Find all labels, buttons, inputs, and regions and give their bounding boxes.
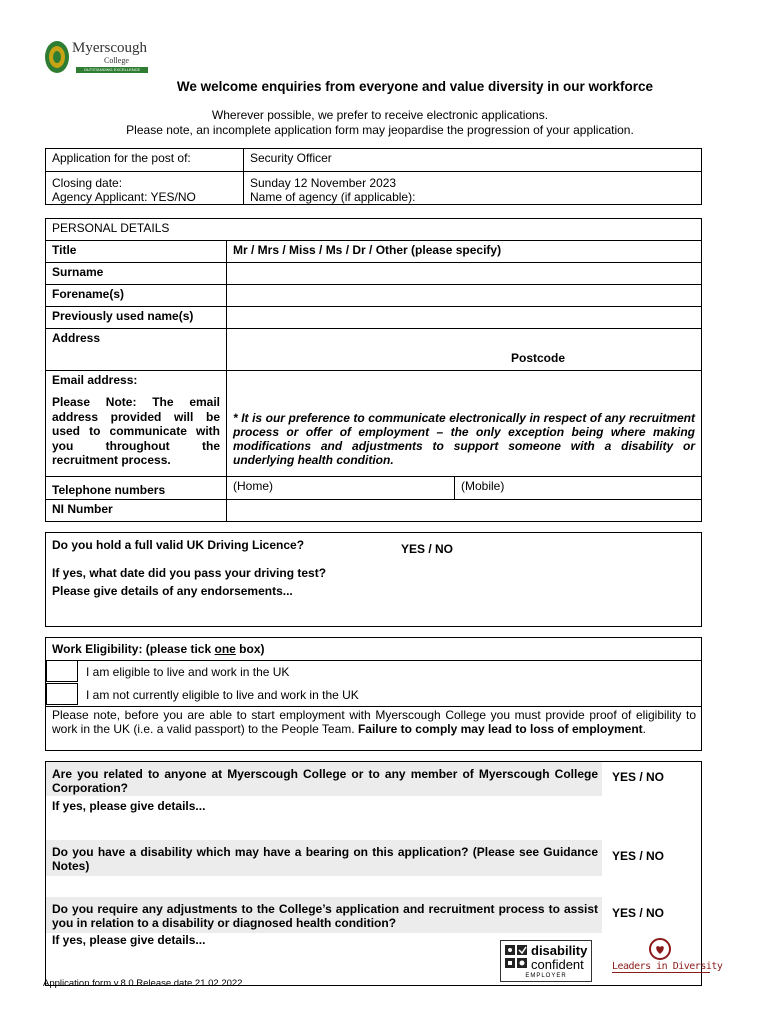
mobile-phone-field[interactable]: (Mobile) [455,477,702,500]
dc-symbols-icon [505,945,527,969]
personal-section-title: PERSONAL DETAILS [46,219,702,241]
lid-text: Leaders in Diversity [612,961,723,972]
related-question: Are you related to anyone at Myerscough College or to any member of Myerscough College Corporation? [52,767,598,795]
previous-name-field[interactable] [227,307,702,329]
dc-line2: confident [531,957,584,972]
closing-value[interactable]: Sunday 12 November 2023 [244,172,702,191]
email-preference-note: * It is our preference to communicate electronically in respect of any recruitment process or offer of employment – the only exception being where making modifications and adjustments to support someone with a disability or underlying health condition. [233,411,695,467]
disability-question: Do you have a disability which may have a bearing on this application? (Please see Guidance Notes) [52,845,598,873]
intro-line-1: Wherever possible, we prefer to receive electronic applications. [211,108,549,122]
disability-answer[interactable]: YES / NO [612,849,665,863]
postcode-label: Postcode [511,351,566,365]
work-eligibility-note: Please note, before you are able to start employment with Myerscough College you must provide proof of eligibility to work in the UK (i.e. a valid passport) to the People Team. Failure to comply may lead to loss of employment. [52,708,696,736]
forename-label: Forename(s) [46,285,227,307]
title-options[interactable]: Mr / Mrs / Miss / Ms / Dr / Other (please specify) [227,241,702,263]
agency-label[interactable]: Agency Applicant: YES/NO [46,190,244,205]
title-label: Title [46,241,227,263]
ni-label: NI Number [46,500,227,522]
address-field[interactable] [227,329,702,371]
post-label: Application for the post of: [46,149,244,172]
email-label-cell [46,371,227,477]
work-eligibility-section [45,637,702,751]
agency-name-label[interactable]: Name of agency (if applicable): [244,190,702,205]
eligible-option-label: I am eligible to live and work in the UK [86,665,290,679]
email-label: Email address: [52,373,138,387]
post-value[interactable]: Security Officer [244,149,702,172]
closing-label: Closing date: [46,172,244,191]
disability-confident-badge [500,940,592,982]
work-title: Work Eligibility: (please tick one box) [52,642,265,656]
personal-details-table [45,218,702,522]
leaders-in-diversity-badge [612,938,723,976]
surname-label: Surname [46,263,227,285]
driving-question: Do you hold a full valid UK Driving Licence? [52,538,305,552]
logo-subname: College [104,56,129,65]
related-answer[interactable]: YES / NO [612,770,665,784]
driving-answer[interactable]: YES / NO [401,542,454,556]
driving-date-question: If yes, what date did you pass your driving test? [52,566,327,580]
declarations-section [45,761,702,986]
dc-line1: disability [531,943,588,958]
lid-heart-icon [649,938,671,960]
forename-field[interactable] [227,285,702,307]
email-note: Please Note: The email address provided will be used to communicate with you throughout the recruitment process. [52,395,220,467]
previous-name-label: Previously used name(s) [46,307,227,329]
home-phone-field[interactable]: (Home) [227,477,455,500]
surname-field[interactable] [227,263,702,285]
telephone-label: Telephone numbers [46,477,227,500]
eligible-checkbox[interactable] [46,660,78,682]
post-table [45,148,702,205]
related-details-label: If yes, please give details... [52,799,206,813]
not-eligible-option-label: I am not currently eligible to live and work in the UK [86,688,359,702]
adjust-answer[interactable]: YES / NO [612,906,665,920]
crest-icon [44,40,70,74]
endorsements-question: Please give details of any endorsements... [52,584,293,598]
footer-version: Application form v.8.0 Release date 21.02.2022 [43,978,243,989]
adjust-details-label: If yes, please give details... [52,933,206,947]
logo-tagline: OUTSTANDING EXCELLENCE [76,67,148,73]
intro-line-2: Please note, an incomplete application form may jeopardise the progression of your application. [126,123,634,137]
address-label: Address [46,329,227,371]
logo-name: Myerscough [72,40,147,56]
adjust-question: Do you require any adjustments to the College’s application and recruitment process to assist you in relation to a disability or diagnosed health condition? [52,902,598,930]
dc-line3: EMPLOYER [525,973,567,979]
page-title: We welcome enquiries from everyone and value diversity in our workforce [176,79,654,94]
ni-field[interactable] [227,500,702,522]
email-field[interactable] [227,371,702,477]
college-logo [44,40,148,76]
driving-licence-section [45,532,702,627]
not-eligible-checkbox[interactable] [46,683,78,705]
